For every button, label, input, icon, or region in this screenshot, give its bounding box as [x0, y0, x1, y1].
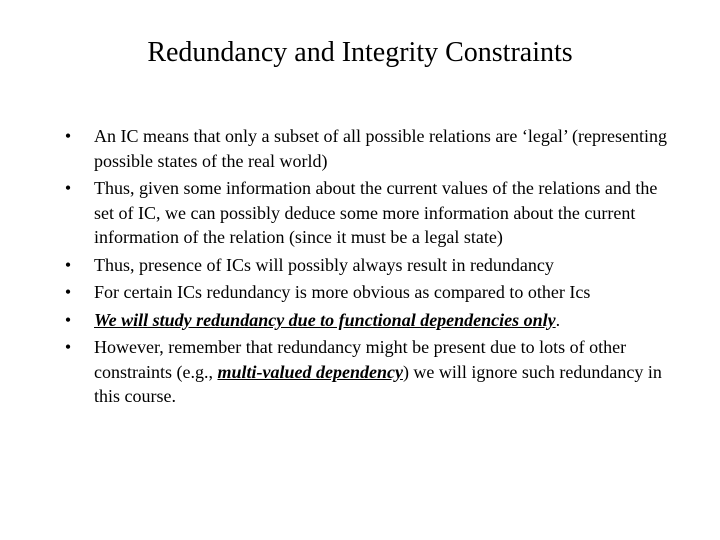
bullet-text: For certain ICs redundancy is more obvious as compared to other Ics	[94, 282, 591, 302]
bullet-text: However, remember that redundancy might be present due to lots of other constraints (e.g.,	[94, 337, 627, 382]
bullet-icon: •	[64, 178, 72, 198]
slide-title: Redundancy and Integrity Constraints	[147, 37, 573, 68]
bullet-item	[58, 124, 668, 173]
bullet-text-tail: .	[555, 309, 561, 330]
bullet-list	[58, 124, 668, 412]
bullet-item	[58, 280, 668, 305]
bullet-emphasis-text: multi-valued dependency	[217, 361, 403, 382]
bullet-item	[58, 335, 668, 409]
bullet-icon: •	[64, 126, 72, 146]
bullet-icon: •	[64, 282, 72, 302]
bullet-text: Thus, presence of ICs will possibly always result in redundancy	[94, 254, 554, 275]
bullet-text: Thus, given some information about the current values of the relations and the set of IC, we can possibly deduce some more information about the current information of the relation (since it must be a legal state)	[94, 178, 658, 247]
bullet-icon: •	[64, 337, 72, 357]
bullet-item	[58, 176, 668, 250]
bullet-emphasis-text: We will study redundancy due to functional dependencies only	[94, 309, 556, 330]
bullet-item	[58, 308, 668, 333]
bullet-text-tail: ) we will ignore such redundancy in this course.	[94, 361, 662, 406]
bullet-text: An IC means that only a subset of all possible relations are ‘legal’ (representing possible states of the real world)	[94, 126, 667, 171]
bullet-item	[58, 253, 668, 278]
bullet-icon: •	[64, 309, 72, 330]
bullet-icon: •	[64, 254, 72, 275]
